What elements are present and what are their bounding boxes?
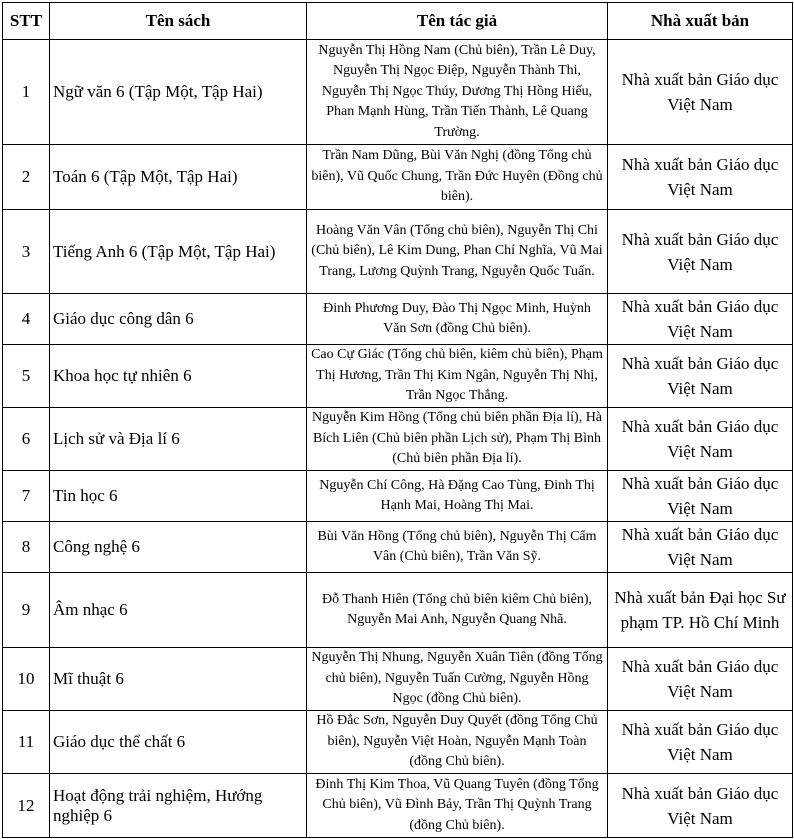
row-stt: 9 [3,573,50,648]
header-stt: STT [3,3,50,40]
row-stt: 4 [3,294,50,345]
textbook-table [2,2,793,838]
table-row [3,711,793,774]
row-authors: Nguyễn Kim Hồng (Tổng chủ biên phần Địa lí), Hà Bích Liên (Chủ biên phần Lịch sử), Phạm Thị Bình (Chủ biên phần Địa lí). [307,408,608,471]
header-book-title: Tên sách [50,3,307,40]
row-book-title: Tiếng Anh 6 (Tập Một, Tập Hai) [50,210,307,294]
row-book-title: Toán 6 (Tập Một, Tập Hai) [50,145,307,210]
table-row [3,573,793,648]
row-stt: 1 [3,40,50,145]
row-authors: Nguyễn Thị Hồng Nam (Chủ biên), Trần Lê Duy, Nguyễn Thị Ngọc Điệp, Nguyễn Thành Thi, Nguyễn Thị Ngọc Thúy, Dương Thị Hồng Hiếu, Phan Mạnh Hùng, Trần Tiến Thành, Lê Quang Trường. [307,40,608,145]
row-book-title: Ngữ văn 6 (Tập Một, Tập Hai) [50,40,307,145]
row-publisher: Nhà xuất bản Giáo dục Việt Nam [608,711,793,774]
row-book-title: Công nghệ 6 [50,522,307,573]
row-stt: 3 [3,210,50,294]
row-stt: 2 [3,145,50,210]
table-header-row [3,3,793,40]
row-publisher: Nhà xuất bản Giáo dục Việt Nam [608,408,793,471]
table-row [3,408,793,471]
row-book-title: Khoa học tự nhiên 6 [50,345,307,408]
row-authors: Hoàng Văn Vân (Tổng chủ biên), Nguyễn Thị Chi (Chủ biên), Lê Kim Dung, Phan Chí Nghĩa, Vũ Mai Trang, Lương Quỳnh Trang, Nguyễn Quốc Tuấn. [307,210,608,294]
table-row [3,345,793,408]
row-stt: 8 [3,522,50,573]
row-publisher: Nhà xuất bản Giáo dục Việt Nam [608,210,793,294]
row-stt: 5 [3,345,50,408]
table-row [3,40,793,145]
row-authors: Đinh Phương Duy, Đào Thị Ngọc Minh, Huỳnh Văn Sơn (đồng Chủ biên). [307,294,608,345]
table-row [3,522,793,573]
row-authors: Hồ Đắc Sơn, Nguyễn Duy Quyết (đồng Tổng Chủ biên), Nguyễn Việt Hoàn, Nguyễn Mạnh Toàn (đồng Chủ biên). [307,711,608,774]
row-book-title: Tin học 6 [50,471,307,522]
row-authors: Trần Nam Dũng, Bùi Văn Nghị (đồng Tổng chủ biên), Vũ Quốc Chung, Trần Đức Huyên (Đồng chủ biên). [307,145,608,210]
row-publisher: Nhà xuất bản Giáo dục Việt Nam [608,774,793,838]
row-publisher: Nhà xuất bản Đại học Sư phạm TP. Hồ Chí Minh [608,573,793,648]
row-stt: 11 [3,711,50,774]
row-publisher: Nhà xuất bản Giáo dục Việt Nam [608,294,793,345]
row-stt: 7 [3,471,50,522]
table-row [3,648,793,711]
row-stt: 12 [3,774,50,838]
row-book-title: Hoạt động trải nghiệm, Hướng nghiệp 6 [50,774,307,838]
header-authors: Tên tác giả [307,3,608,40]
row-authors: Cao Cự Giác (Tổng chủ biên, kiêm chủ biên), Phạm Thị Hương, Trần Thị Kim Ngân, Nguyễn Thị Nhị, Trần Ngọc Thắng. [307,345,608,408]
row-book-title: Giáo dục thể chất 6 [50,711,307,774]
row-stt: 6 [3,408,50,471]
table-row [3,210,793,294]
row-publisher: Nhà xuất bản Giáo dục Việt Nam [608,345,793,408]
row-book-title: Âm nhạc 6 [50,573,307,648]
row-authors: Nguyễn Thị Nhung, Nguyễn Xuân Tiên (đồng Tổng chủ biên), Nguyễn Tuấn Cường, Nguyễn Hồng Ngọc (đồng Chủ biên). [307,648,608,711]
row-publisher: Nhà xuất bản Giáo dục Việt Nam [608,471,793,522]
row-publisher: Nhà xuất bản Giáo dục Việt Nam [608,648,793,711]
row-stt: 10 [3,648,50,711]
table-row [3,294,793,345]
table-row [3,774,793,838]
row-authors: Nguyễn Chí Công, Hà Đặng Cao Tùng, Đinh Thị Hạnh Mai, Hoàng Thị Mai. [307,471,608,522]
header-publisher: Nhà xuất bản [608,3,793,40]
row-book-title: Giáo dục công dân 6 [50,294,307,345]
row-authors: Bùi Văn Hồng (Tổng chủ biên), Nguyễn Thị Cẩm Vân (Chủ biên), Trần Văn Sỹ. [307,522,608,573]
row-authors: Đinh Thị Kim Thoa, Vũ Quang Tuyên (đồng Tổng Chủ biên), Vũ Đình Bảy, Trần Thị Quỳnh Trang (đồng Chủ biên). [307,774,608,838]
table-row [3,471,793,522]
row-book-title: Lịch sử và Địa lí 6 [50,408,307,471]
row-publisher: Nhà xuất bản Giáo dục Việt Nam [608,40,793,145]
row-book-title: Mĩ thuật 6 [50,648,307,711]
row-publisher: Nhà xuất bản Giáo dục Việt Nam [608,145,793,210]
row-authors: Đỗ Thanh Hiên (Tổng chủ biên kiêm Chủ biên), Nguyễn Mai Anh, Nguyễn Quang Nhã. [307,573,608,648]
row-publisher: Nhà xuất bản Giáo dục Việt Nam [608,522,793,573]
table-row [3,145,793,210]
